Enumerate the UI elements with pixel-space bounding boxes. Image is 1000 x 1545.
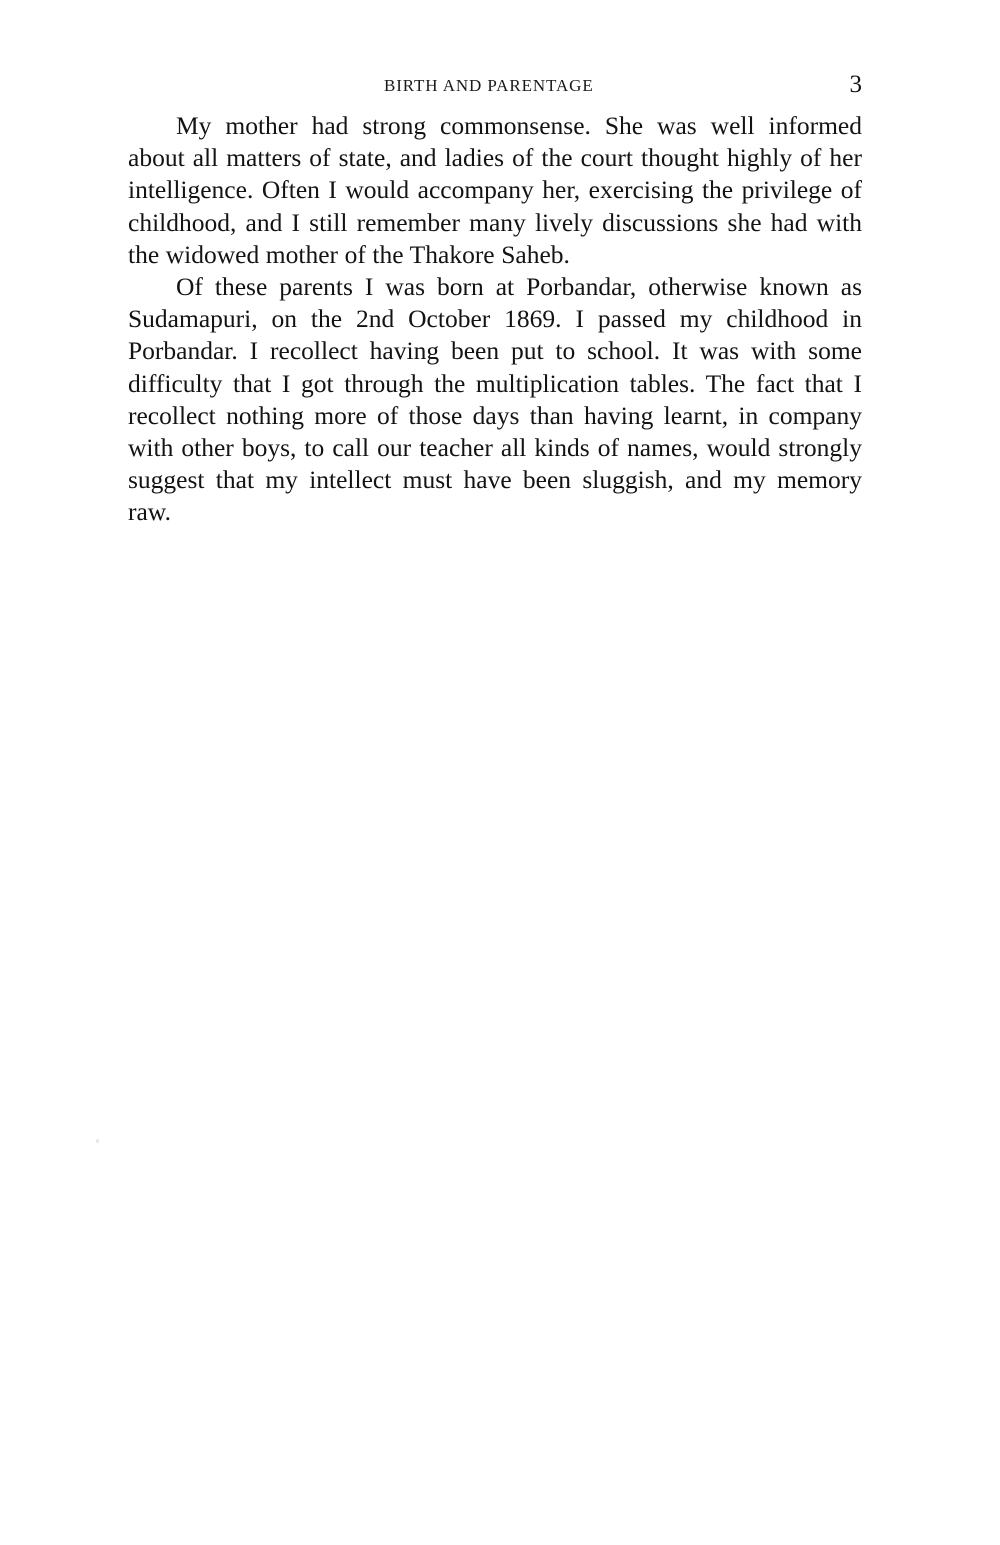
paragraph: My mother had strong commonsense. She was well informed about all matters of state, and ladies of the court thought highly of her intelligence. Often I would accompany her, exercising the privilege of childhood, and I still remember many lively discussions she had with the widowed mother of the Thakore Saheb. xyxy=(128,111,862,269)
running-head xyxy=(128,71,862,98)
body-text-block xyxy=(128,110,862,529)
page-number: 3 xyxy=(849,71,862,98)
running-head-title: BIRTH AND PARENTAGE xyxy=(384,76,594,95)
paragraph: Of these parents I was born at Porbandar, otherwise known as Sudamapuri, on the 2nd October 1869. I passed my childhood in Porbandar. I recollect having been put to school. It was with some difficulty that I got through the multiplication tables. The fact that I recollect nothing more of those days than having learnt, in company with other boys, to call our teacher all kinds of names, would strongly suggest that my intellect must have been sluggish, and my memory raw. xyxy=(128,272,862,527)
scan-artifact-speck xyxy=(96,1139,99,1143)
